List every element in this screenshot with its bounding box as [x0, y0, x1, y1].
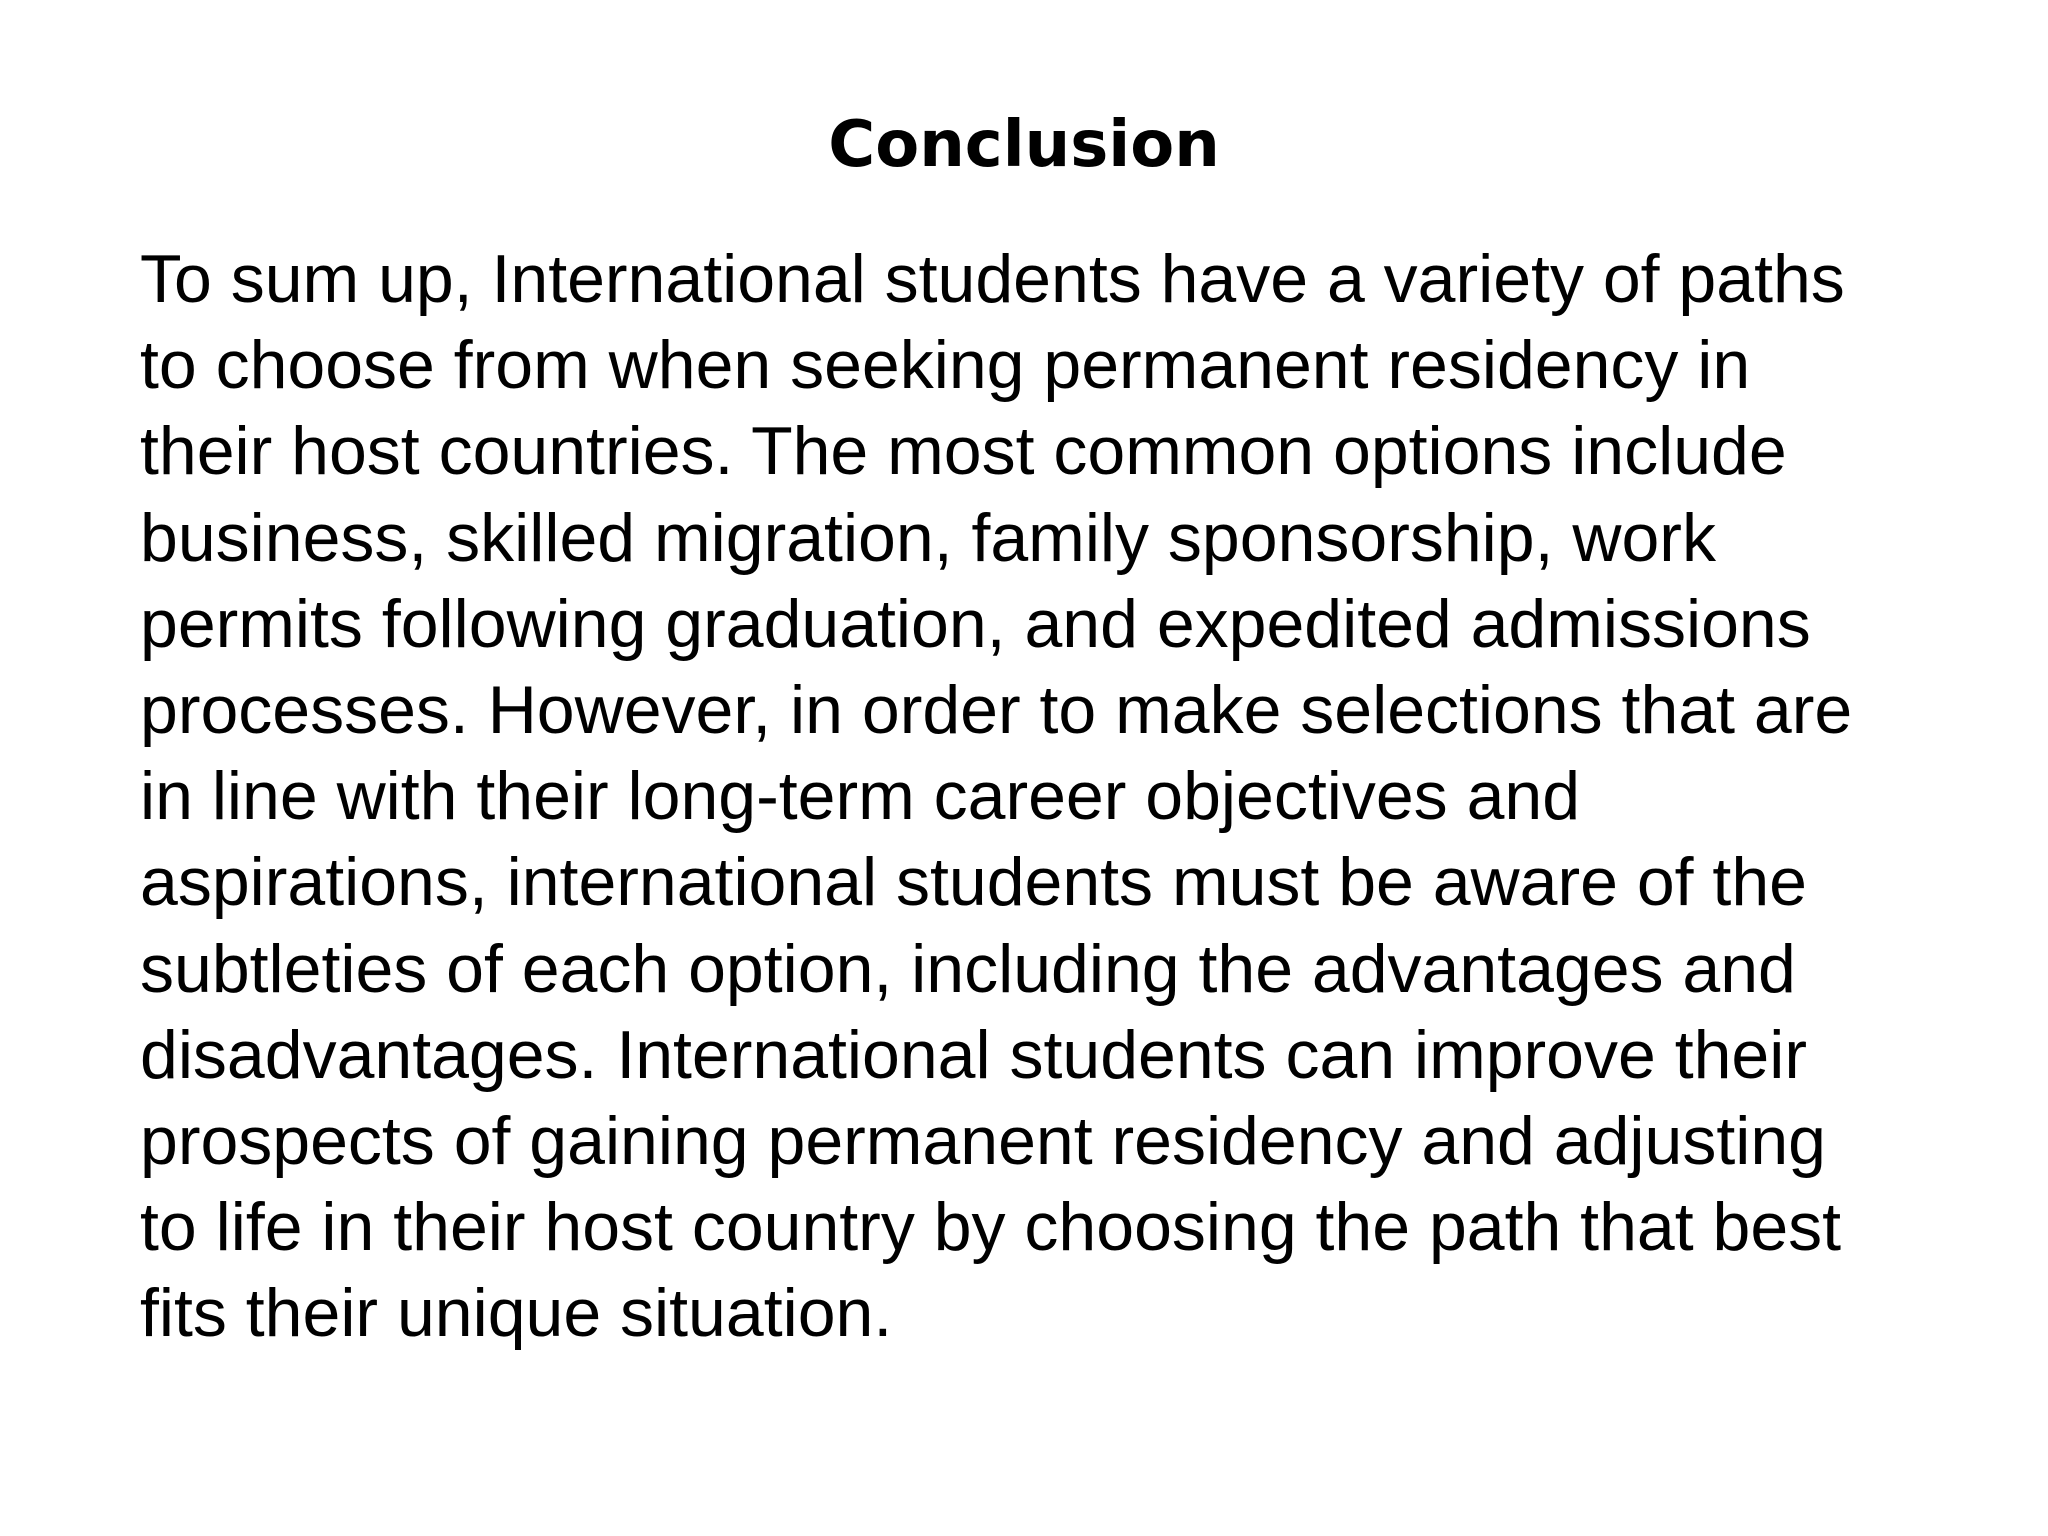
- paragraph-line: business, skilled migration, family sponsorship, work: [140, 499, 1716, 576]
- paragraph-line: to life in their host country by choosing the path that best: [140, 1189, 1842, 1266]
- paragraph-line: their host countries. The most common options include: [140, 413, 1787, 490]
- paragraph-line: aspirations, international students must be aware of the: [140, 844, 1807, 921]
- paragraph-line: subtleties of each option, including the advantages and: [140, 930, 1796, 1007]
- paragraph-line: fits their unique situation.: [140, 1275, 893, 1352]
- paragraph-line: disadvantages. International students can improve their: [140, 1016, 1807, 1093]
- paragraph-line: permits following graduation, and expedited admissions: [140, 585, 1811, 662]
- paragraph-line: to choose from when seeking permanent residency in: [140, 327, 1751, 404]
- slide-title: Conclusion: [828, 108, 1220, 182]
- paragraph-line: prospects of gaining permanent residency and adjusting: [140, 1103, 1826, 1180]
- paragraph-line: in line with their long-term career objectives and: [140, 758, 1581, 835]
- paragraph-line: To sum up, International students have a variety of paths: [140, 241, 1845, 317]
- paragraph-line: processes. However, in order to make selections that are: [140, 672, 1853, 749]
- conclusion-paragraph: [140, 236, 1940, 1357]
